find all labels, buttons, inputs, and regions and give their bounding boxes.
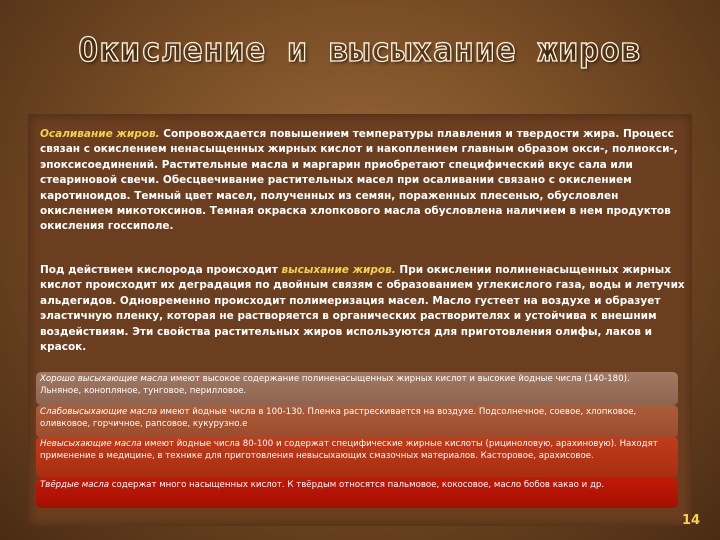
info-box-drying-oils <box>36 372 678 405</box>
box-term: Хорошо высыхающие масла <box>40 374 168 384</box>
info-box-solid-oils <box>36 478 678 508</box>
box-term: Невысыхающие масла <box>40 439 142 449</box>
paragraph-drying <box>40 263 688 355</box>
box-text: имеют йодные числа в 100-130. Пленка растрескивается на воздухе. Подсолнечное, соевое, хлопковое, оливковое, горчичное, рапсовое, кукурузно.е <box>40 407 637 429</box>
box-text: содержат много насыщенных кислот. К твёрдым относятся пальмовое, кокосовое, масло бобов какао и др. <box>109 480 605 490</box>
info-box-semi-drying-oils <box>36 405 678 438</box>
paragraph-text: Под действием кислорода происходит <box>40 264 282 276</box>
slide-title: Окисление и высыхание жиров <box>78 30 642 69</box>
highlight-term: высыхание жиров. <box>281 264 396 276</box>
box-term: Твёрдые масла <box>40 480 110 490</box>
box-text: имеют йодные числа 80-100 и содержат специфические жирные кислоты (рициноловую, арахиновую). Находят применение в медицине, в технике для приготовления невысыхающих смазочных материалов. Касторовое, арахисовое. <box>40 439 658 461</box>
box-term: Слабовысыхающие масла <box>40 407 158 417</box>
info-box-non-drying-oils <box>36 437 678 477</box>
paragraph-text: При окислении полиненасыщенных жирных кислот происходит их деградация по двойным связям с образованием углекислого газа, воды и летучих альдегидов. Одновременно происходит полимеризация масел. Масло густеет на воздухе и образует эластичную пленку, которая не растворяется в органических растворителях и устойчива к внешним воздействиям. Эти свойства растительных жиров используются для приготовления олифы, лаков и красок. <box>40 264 685 354</box>
highlight-term: Осаливание жиров. <box>40 128 160 140</box>
box-text: имеют высокое содержание полиненасыщенных жирных кислот и высокие йодные числа (140-180). Льняное, конопляное, тунговое, перилловое. <box>40 374 630 396</box>
paragraph-text: Сопровождается повышением температуры плавления и твердости жира. Процесс связан с окислением ненасыщенных жирных кислот и накоплением главным образом окси-, полиокси-, эпоксисоединений. Растительные масла и маргарин приобретают специфический вкус сала или стеариновой свечи. Обесцвечивание растительных масел при осаливании связано с окислением каротиноидов. Темный цвет масел, полученных из семян, пораженных плесенью, обусловлен окислением микотоксинов. Темная окраска хлопкового масла обусловлена наличием в нем продуктов окисления госсиполе. <box>40 128 678 233</box>
paragraph-oxidation <box>40 127 688 235</box>
page-number: 14 <box>682 513 701 528</box>
